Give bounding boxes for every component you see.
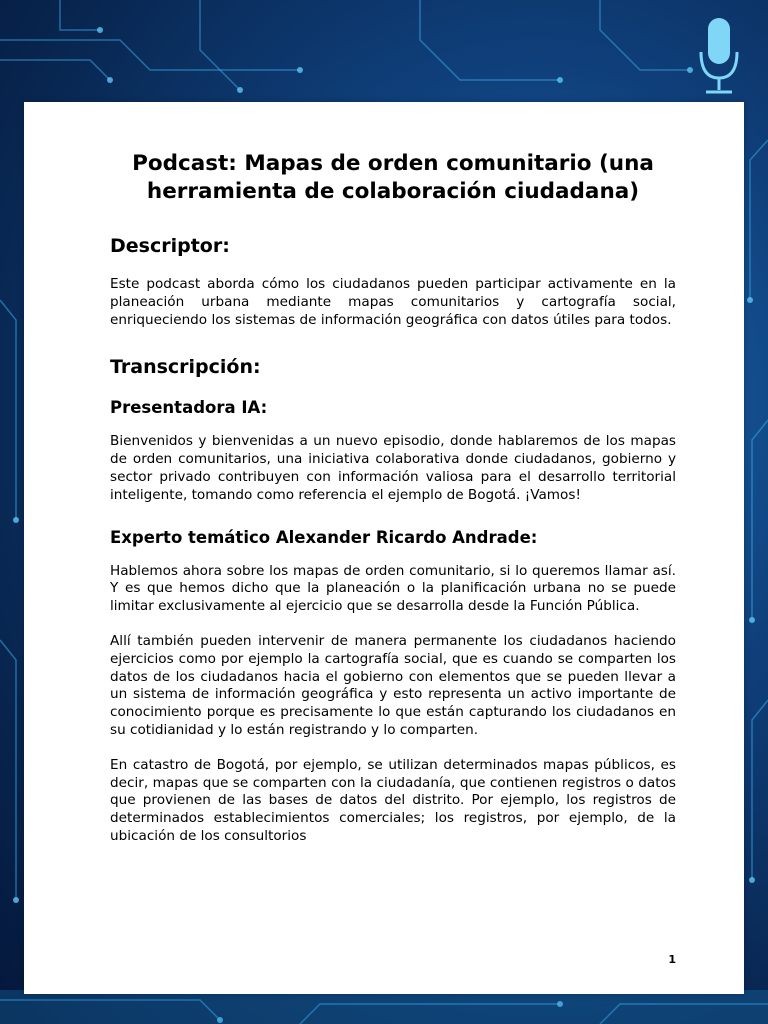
document-title: Podcast: Mapas de orden comunitario (una herramienta de colaboración ciudadana) bbox=[132, 151, 654, 204]
descriptor-text: Este podcast aborda cómo los ciudadanos pueden participar activamente en la planeación urbana mediante mapas comunitarios y cartografía social, enriqueciendo los sistemas de información geográfica con datos útiles para todos. bbox=[110, 276, 676, 328]
expert-paragraph: Hablemos ahora sobre los mapas de orden comunitario, si lo queremos llamar así. Y es que hemos dicho que la planeación o la planificación urbana no se puede limitar exclusivamente al ejercicio que se desarrolla desde la Función Pública. bbox=[110, 562, 676, 615]
document-page bbox=[24, 102, 744, 994]
presenter-paragraph: Bienvenidos y bienvenidas a un nuevo episodio, donde hablaremos de los mapas de orden comunitarios, una iniciativa colaborativa donde ciudadanos, gobierno y sector privado contribuyen con información valiosa para el desarrollo territorial inteligente, tomando como referencia el ejemplo de Bogotá. ¡Vamos! bbox=[110, 433, 676, 503]
document-content bbox=[110, 150, 676, 863]
transcription-heading: Transcripción: bbox=[110, 356, 261, 379]
page-number: 1 bbox=[668, 953, 676, 966]
microphone-icon bbox=[696, 14, 742, 98]
speaker-expert-label: Experto temático Alexander Ricardo Andrade: bbox=[110, 527, 538, 547]
expert-paragraph: Allí también pueden intervenir de manera permanente los ciudadanos haciendo ejercicios como por ejemplo la cartografía social, que es cuando se comparten los datos de los ciudadanos hacia el gobierno con elementos que se pueden llevar a un sistema de información geográfica y esto representa un activo importante de conocimiento porque es precisamente lo que están capturando los ciudadanos en su cotidianidad y lo están registrando y lo comparten. bbox=[110, 632, 676, 738]
expert-paragraph: En catastro de Bogotá, por ejemplo, se utilizan determinados mapas públicos, es decir, mapas que se comparten con la ciudadanía, que contienen registros o datos que provienen de las bases de datos del distrito. Por ejemplo, los registros de determinados establecimientos comerciales; los registros, por ejemplo, de la ubicación de los consultorios bbox=[110, 756, 676, 844]
speaker-presenter-label: Presentadora IA: bbox=[110, 398, 268, 418]
descriptor-heading: Descriptor: bbox=[110, 235, 230, 257]
